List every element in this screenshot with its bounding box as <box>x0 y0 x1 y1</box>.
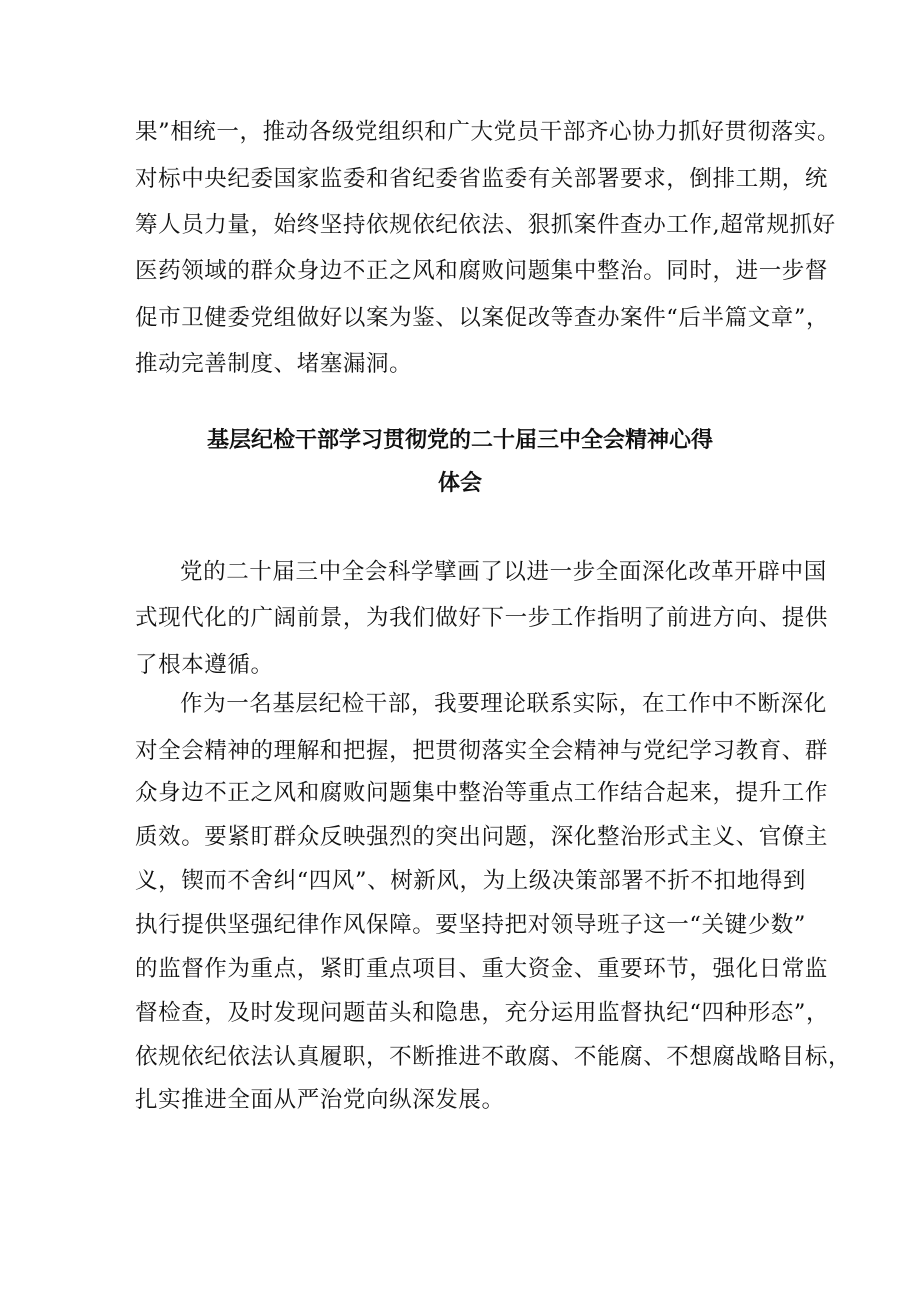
text-line: 督检查，及时发现问题苗头和隐患，充分运用监督执纪“四种形态”， <box>135 1000 830 1026</box>
text-line: 式现代化的广阔前景，为我们做好下一步工作指明了前进方向、提供 <box>135 605 829 631</box>
text-line: 筹人员力量，始终坚持依规依纪依法、狠抓案件查办工作,超常规抓好 <box>135 212 836 238</box>
text-line: 作为一名基层纪检干部，我要理论联系实际，在工作中不断深化 <box>180 691 827 717</box>
text-line: 了根本遵循。 <box>135 652 274 678</box>
text-line: 对全会精神的理解和把握，把贯彻落实全会精神与党纪学习教育、群 <box>135 738 829 764</box>
text-line: 执行提供坚强纪律作风保障。要坚持把对领导班子这一“关键少数” <box>135 912 807 938</box>
text-line: 义，锲而不舍纠“四风”、树新风，为上级决策部署不折不扣地得到 <box>135 868 807 894</box>
text-line: 党的二十届三中全会科学擘画了以进一步全面深化改革开辟中国 <box>180 559 827 585</box>
text-line: 果”相统一，推动各级党组织和广大党员干部齐心协力抓好贯彻落实。 <box>135 119 841 145</box>
text-line: 众身边不正之风和腐败问题集中整治等重点工作结合起来，提升工作 <box>135 780 829 806</box>
text-line: 推动完善制度、堵塞漏洞。 <box>135 351 413 377</box>
article-title-line-2: 体会 <box>437 471 482 496</box>
text-line: 促市卫健委党组做好以案为鉴、以案促改等查办案件“后半篇文章”， <box>135 305 830 331</box>
text-line: 医药领域的群众身边不正之风和腐败问题集中整治。同时，进一步督 <box>135 258 829 284</box>
text-line: 的监督作为重点，紧盯重点项目、重大资金、重要环节，强化日常监 <box>135 956 829 982</box>
text-line: 对标中央纪委国家监委和省纪委省监委有关部署要求，倒排工期，统 <box>135 166 829 192</box>
article-title-line-1: 基层纪检干部学习贯彻党的二十届三中全会精神心得 <box>206 428 713 453</box>
text-line: 扎实推进全面从严治党向纵深发展。 <box>135 1087 505 1113</box>
text-line: 质效。要紧盯群众反映强烈的突出问题，深化整治形式主义、官僚主 <box>135 824 829 850</box>
text-line: 依规依纪依法认真履职，不断推进不敢腐、不能腐、不想腐战略目标， <box>135 1044 852 1070</box>
